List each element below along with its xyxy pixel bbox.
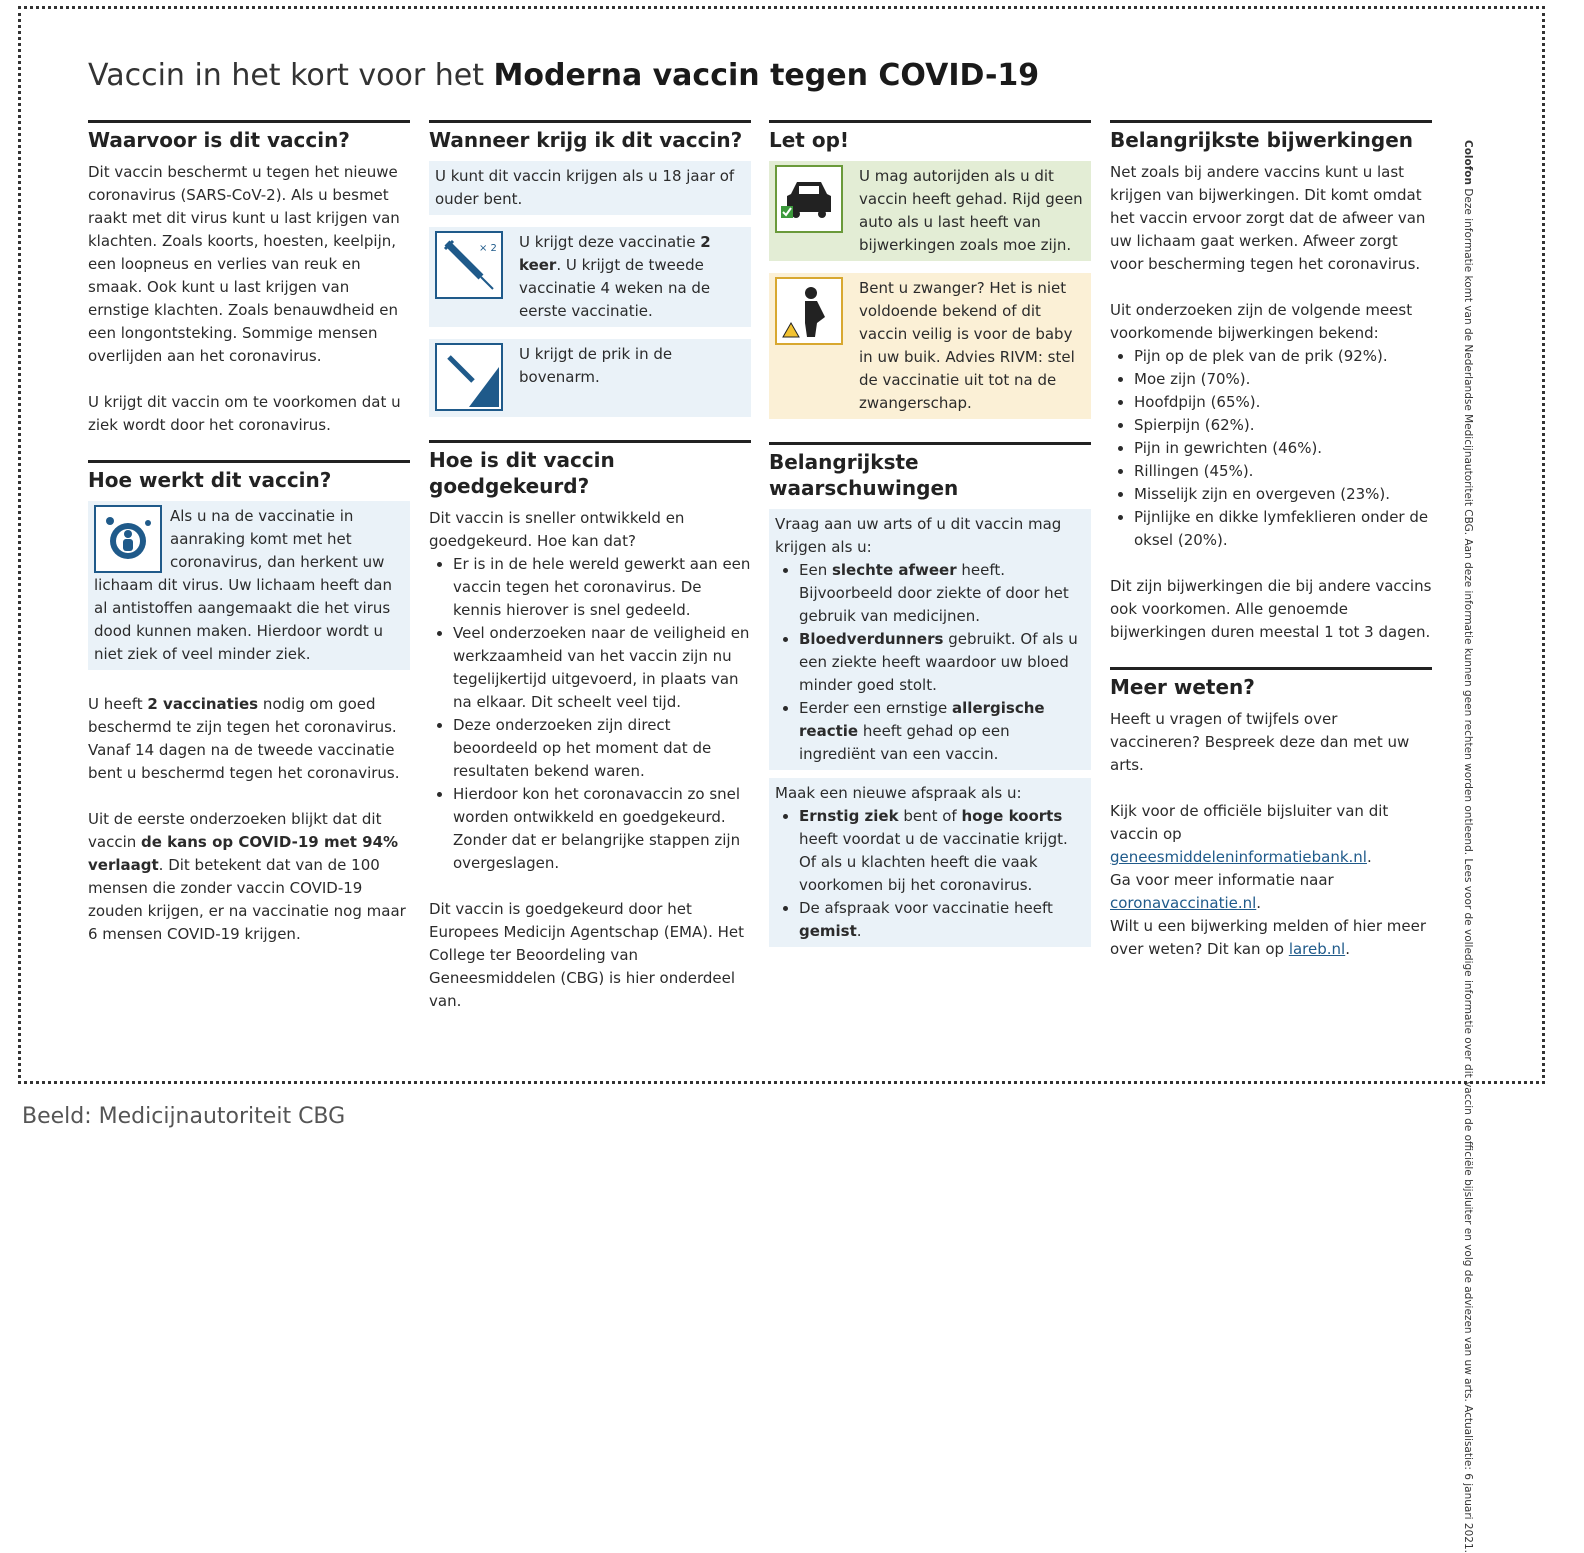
- heading-warnings: Belangrijkste waarschuwingen: [769, 442, 1091, 501]
- driving-text: U mag autorijden als u dit vaccin heeft gehad. Rijd geen auto als u last heeft van bijwerkingen zoals moe zijn.: [859, 167, 1083, 254]
- corona-info-text: Ga voor meer informatie naar: [1110, 871, 1334, 889]
- list-item: • Hierdoor kon het coronavaccin zo snel worden ontwikkeld en goedgekeurd. Zonder dat er belangrijke stappen zijn overgeslagen.: [453, 783, 751, 875]
- side-effects-list: [1110, 345, 1432, 552]
- side-effects-lead: Uit onderzoeken zijn de volgende meest voorkomende bijwerkingen bekend:: [1110, 301, 1413, 342]
- column-attention: [769, 120, 1091, 947]
- ema-text: Dit vaccin is goedgekeurd door het Europees Medicijn Agentschap (EMA). Het College ter Beoordeling van Geneesmiddelen (CBG) is hier onderdeel van.: [429, 900, 745, 1010]
- pregnancy-text: Bent u zwanger? Het is niet voldoende bekend of dit vaccin veilig is voor de baby in uw buik. Advies RIVM: stel de vaccinatie uit tot na de zwangerschap.: [859, 279, 1075, 412]
- two-doses-box: [429, 227, 751, 327]
- list-item: • Een slechte afweer heeft. Bijvoorbeeld door ziekte of door het gebruik van medicijnen.: [799, 559, 1085, 628]
- list-item: • Bloedverdunners gebruikt. Of als u een ziekte heeft waardoor uw bloed minder goed stolt.: [799, 628, 1085, 697]
- image-credit: Beeld: Medicijnautoriteit CBG: [22, 1104, 346, 1129]
- syringe-icon: [435, 231, 503, 299]
- upper-arm-text: U krijgt de prik in de bovenarm.: [519, 345, 673, 386]
- list-item: • Hoofdpijn (65%).: [1134, 391, 1432, 414]
- list-item: • Deze onderzoeken zijn direct beoordeeld op het moment dat de resultaten bekend waren.: [453, 714, 751, 783]
- heading-what-for: Waarvoor is dit vaccin?: [88, 120, 410, 153]
- pregnancy-box: [769, 273, 1091, 419]
- heading-when: Wanneer krijg ik dit vaccin?: [429, 120, 751, 153]
- warnings-box: [769, 509, 1091, 770]
- arm-injection-icon: [435, 343, 503, 411]
- side-effects-intro: Net zoals bij andere vaccins kunt u last krijgen van bijwerkingen. Dit komt omdat het vaccin ervoor zorgt dat de afweer van uw lichaam gaat werken. Afweer zorgt voor bescherming tegen het coronavirus.: [1110, 163, 1426, 273]
- age-box: U kunt dit vaccin krijgen als u 18 jaar of ouder bent.: [429, 161, 751, 215]
- list-item: • Eerder een ernstige allergische reactie heeft gehad op een ingrediënt van een vaccin.: [799, 697, 1085, 766]
- list-item: • Rillingen (45%).: [1134, 460, 1432, 483]
- lareb-link[interactable]: lareb.nl: [1288, 940, 1346, 958]
- reschedule-intro: Maak een nieuwe afspraak als u:: [775, 784, 1022, 802]
- heading-how-works: Hoe werkt dit vaccin?: [88, 460, 410, 493]
- list-item: • Moe zijn (70%).: [1134, 368, 1432, 391]
- immune-person-icon: [94, 505, 162, 573]
- driving-box: [769, 161, 1091, 261]
- prevent-text: U krijgt dit vaccin om te voorkomen dat u ziek wordt door het coronavirus.: [88, 393, 401, 434]
- colofon-vertical: Colofon Deze informatie komt van de Nederlandse Medicijnautoriteit CBG. Aan deze informatie kunnen geen rechten worden ontleend. Lees voor de volledige informatie over dit vaccin de officiële bijsluiter en volg de adviezen van uw arts. Actualisatie: 6 januari 2021.: [1462, 140, 1474, 1553]
- ask-doctor-text: Heeft u vragen of twijfels over vaccineren? Bespreek deze dan met uw arts.: [1110, 710, 1410, 774]
- coronavaccinatie-link[interactable]: coronavaccinatie.nl: [1110, 894, 1257, 912]
- efficacy-text: Uit de eerste onderzoeken blijkt dat dit vaccin de kans op COVID-19 met 94% verlaagt. Dit betekent dat van de 100 mensen die zonder vaccin COVID-19 zouden krijgen, er na vaccinatie nog maar 6 mensen COVID-19 krijgen.: [88, 810, 406, 943]
- heading-more-info: Meer weten?: [1110, 667, 1432, 700]
- column-what: [88, 120, 410, 946]
- list-item: • Pijnlijke en dikke lymfeklieren onder de oksel (20%).: [1134, 506, 1432, 552]
- approved-list: [429, 553, 751, 875]
- list-item: • Er is in de hele wereld gewerkt aan een vaccin tegen het coronavirus. De kennis hierover is snel gedeeld.: [453, 553, 751, 622]
- list-item: • Pijn in gewrichten (46%).: [1134, 437, 1432, 460]
- what-for-text: Dit vaccin beschermt u tegen het nieuwe coronavirus (SARS-CoV-2). Als u besmet raakt met dit virus kunt u last krijgen van klachten. Zoals koorts, hoesten, keelpijn, een loopneus en verlies van reuk en smaak. Ook kunt u last krijgen van ernstige klachten. Zoals benauwdheid en een longontsteking. Sommige mensen overlijden aan het coronavirus.: [88, 163, 400, 365]
- how-works-box: [88, 501, 410, 670]
- heading-approved: Hoe is dit vaccin goedgekeurd?: [429, 440, 751, 499]
- list-item: • De afspraak voor vaccinatie heeft gemist.: [799, 897, 1085, 943]
- heading-side-effects: Belangrijkste bijwerkingen: [1110, 120, 1432, 153]
- heading-let-op: Let op!: [769, 120, 1091, 153]
- side-effects-duration: Dit zijn bijwerkingen die bij andere vaccins ook voorkomen. Alle genoemde bijwerkingen duren meestal 1 tot 3 dagen.: [1110, 577, 1432, 641]
- pregnant-woman-icon: [775, 277, 843, 345]
- car-icon: [775, 165, 843, 233]
- list-item: • Ernstig ziek bent of hoge koorts heeft voordat u de vaccinatie krijgt. Of als u klachten heeft die vaak voorkomen bij het coronavirus.: [799, 805, 1085, 897]
- reschedule-box: [769, 778, 1091, 947]
- list-item: • Veel onderzoeken naar de veiligheid en werkzaamheid van het vaccin zijn nu tegelijkertijd uitgevoerd, in plaats van na elkaar. Dit scheelt veel tijd.: [453, 622, 751, 714]
- list-item: • Pijn op de plek van de prik (92%).: [1134, 345, 1432, 368]
- upper-arm-box: [429, 339, 751, 417]
- warnings-intro: Vraag aan uw arts of u dit vaccin mag krijgen als u:: [775, 515, 1062, 556]
- column-side-effects: Belangrijkste bijwerkingen Net zoals bij andere vaccins kunt u last krijgen van bijwerkingen. Dit komt omdat het vaccin ervoor zorgt dat de afweer van uw lichaam gaat werken. Afweer zorgt voor bescherming tegen het coronavirus. Uit onderzoeken zijn de volgende meest voorkomende bijwerkingen bekend: • Pijn op de plek van de prik (92%). • Moe zijn (70%). • Hoofdpijn (65%). • Spierpijn (62%). • Pijn in gewrichten (46%). • Rillingen (45%). • Misselijk zijn en overgeven (23%). • Pijnlijke en dikke lymfeklieren onder de oksel (20%). Dit zijn bijwerkingen die bij andere vaccins ook voorkomen. Alle genoemde bijwerkingen duren meestal 1 tot 3 dagen. Meer weten? Heeft u vragen of twijfels over vaccineren? Bespreek deze dan met uw arts. Kijk voor de officiële bijsluiter van dit vaccin op geneesmiddeleninformatiebank.nl. Ga voor meer informatie naar coronavaccinatie.nl. Wilt u een bijwerking melden of hier meer over weten? Dit kan op lareb.nl.: [1110, 120, 1432, 961]
- list-item: • Misselijk zijn en overgeven (23%).: [1134, 483, 1432, 506]
- page-title: Vaccin in het kort voor het Moderna vaccin tegen COVID-19: [88, 58, 1040, 93]
- list-item: • Spierpijn (62%).: [1134, 414, 1432, 437]
- how-works-text: Als u na de vaccinatie in aanraking komt met het coronavirus, dan herkent uw lichaam dit virus. Uw lichaam heeft dan al antistoffen aangemaakt die het virus dood kunnen maken. Hierdoor wordt u niet ziek of veel minder ziek.: [94, 507, 392, 663]
- approved-intro: Dit vaccin is sneller ontwikkeld en goedgekeurd. Hoe kan dat?: [429, 509, 685, 550]
- leaflet-text: Kijk voor de officiële bijsluiter van dit vaccin op: [1110, 802, 1389, 843]
- geneesmiddelen-link[interactable]: geneesmiddeleninformatiebank.nl: [1110, 848, 1367, 866]
- report-text: Wilt u een bijwerking melden of hier meer over weten? Dit kan op lareb.nl.: [1110, 917, 1426, 958]
- two-doses-text: U krijgt deze vaccinatie 2 keer. U krijgt de tweede vaccinatie 4 weken na de eerste vaccinatie.: [519, 233, 711, 320]
- two-vaccinations-text: U heeft 2 vaccinaties nodig om goed beschermd te zijn tegen het coronavirus. Vanaf 14 dagen na de tweede vaccinatie bent u beschermd tegen het coronavirus.: [88, 695, 400, 782]
- dose-count: × 2: [479, 243, 497, 254]
- column-when: [429, 120, 751, 1013]
